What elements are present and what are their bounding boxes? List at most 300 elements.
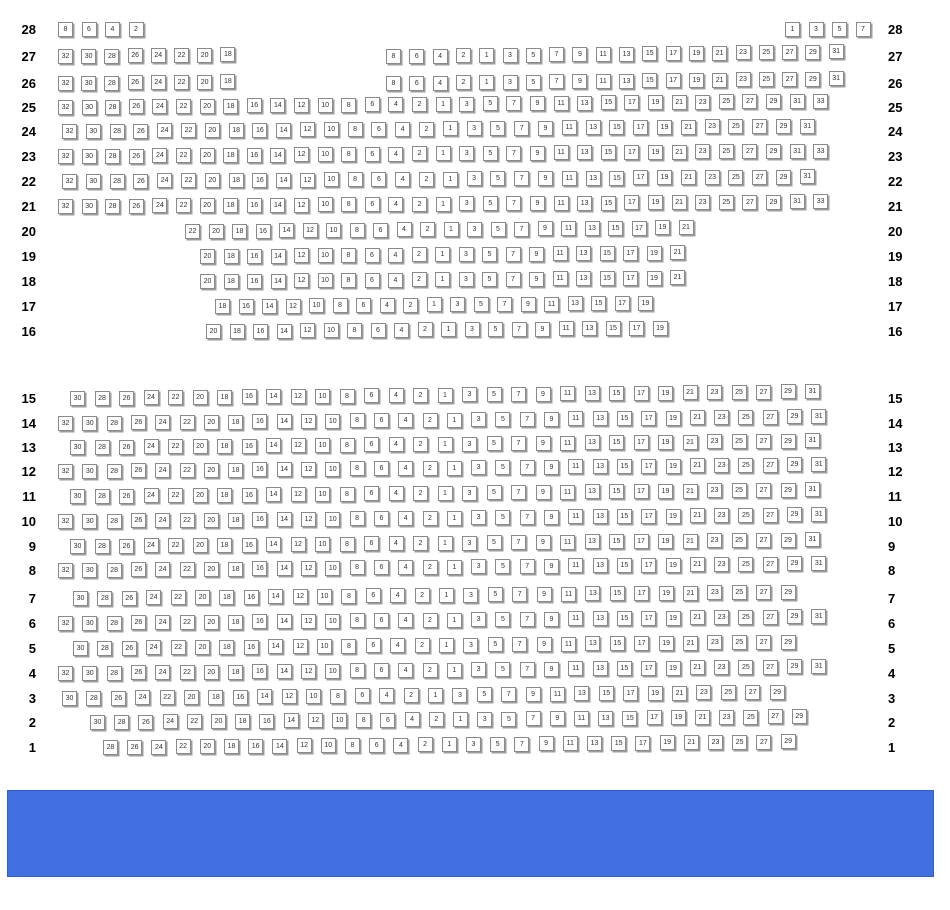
seat[interactable]: 29 [787, 556, 802, 571]
seat[interactable]: 2 [415, 588, 430, 603]
seat[interactable]: 17 [633, 120, 648, 135]
seat[interactable]: 27 [763, 458, 778, 473]
seat[interactable]: 3 [467, 171, 482, 186]
seat[interactable]: 2 [429, 712, 444, 727]
seat[interactable]: 3 [459, 247, 474, 262]
seat[interactable]: 27 [756, 385, 771, 400]
seat[interactable]: 30 [70, 539, 85, 554]
seat[interactable]: 2 [413, 536, 428, 551]
seat[interactable]: 3 [462, 486, 477, 501]
seat[interactable]: 1 [435, 272, 450, 287]
seat[interactable]: 15 [617, 611, 632, 626]
seat[interactable]: 3 [462, 387, 477, 402]
seat[interactable]: 7 [514, 737, 529, 752]
seat[interactable]: 2 [404, 688, 419, 703]
seat[interactable]: 23 [707, 585, 722, 600]
seat[interactable]: 31 [811, 507, 826, 522]
seat[interactable]: 16 [256, 224, 271, 239]
seat[interactable]: 16 [247, 98, 262, 113]
seat[interactable]: 21 [690, 557, 705, 572]
seat[interactable]: 9 [544, 460, 559, 475]
seat[interactable]: 9 [544, 559, 559, 574]
seat[interactable]: 5 [477, 687, 492, 702]
seat[interactable]: 12 [291, 537, 306, 552]
seat[interactable]: 12 [301, 664, 316, 679]
seat[interactable]: 18 [228, 513, 243, 528]
seat[interactable]: 26 [133, 174, 148, 189]
seat[interactable]: 12 [291, 438, 306, 453]
seat[interactable]: 29 [766, 94, 781, 109]
seat[interactable]: 12 [300, 323, 315, 338]
seat[interactable]: 10 [324, 323, 339, 338]
seat[interactable]: 32 [58, 199, 73, 214]
seat[interactable]: 10 [324, 122, 339, 137]
seat[interactable]: 31 [811, 556, 826, 571]
seat[interactable]: 31 [829, 44, 844, 59]
seat[interactable]: 11 [562, 171, 577, 186]
seat[interactable]: 24 [155, 615, 170, 630]
seat[interactable]: 20 [204, 513, 219, 528]
seat[interactable]: 23 [695, 144, 710, 159]
seat[interactable]: 10 [325, 561, 340, 576]
seat[interactable]: 31 [800, 119, 815, 134]
seat[interactable]: 31 [811, 457, 826, 472]
seat[interactable]: 18 [228, 665, 243, 680]
seat[interactable]: 15 [609, 484, 624, 499]
seat[interactable]: 13 [593, 459, 608, 474]
seat[interactable]: 24 [157, 123, 172, 138]
seat[interactable]: 31 [790, 94, 805, 109]
seat[interactable]: 16 [252, 664, 267, 679]
seat[interactable]: 7 [506, 146, 521, 161]
seat[interactable]: 10 [315, 487, 330, 502]
seat[interactable]: 3 [471, 662, 486, 677]
seat[interactable]: 8 [333, 298, 348, 313]
seat[interactable]: 15 [609, 386, 624, 401]
seat[interactable]: 10 [309, 298, 324, 313]
seat[interactable]: 21 [672, 95, 687, 110]
seat[interactable]: 10 [325, 462, 340, 477]
seat[interactable]: 3 [477, 712, 492, 727]
seat[interactable]: 7 [514, 121, 529, 136]
seat[interactable]: 32 [58, 563, 73, 578]
seat[interactable]: 14 [266, 487, 281, 502]
seat[interactable]: 13 [585, 636, 600, 651]
seat[interactable]: 6 [371, 172, 386, 187]
seat[interactable]: 23 [705, 119, 720, 134]
seat[interactable]: 18 [224, 739, 239, 754]
seat[interactable]: 13 [577, 96, 592, 111]
seat[interactable]: 2 [418, 737, 433, 752]
seat[interactable]: 9 [544, 662, 559, 677]
seat[interactable]: 24 [146, 590, 161, 605]
seat[interactable]: 17 [666, 73, 681, 88]
seat[interactable]: 13 [598, 711, 613, 726]
seat[interactable]: 22 [171, 640, 186, 655]
seat[interactable]: 5 [483, 96, 498, 111]
seat[interactable]: 5 [526, 48, 541, 63]
seat[interactable]: 11 [554, 96, 569, 111]
seat[interactable]: 19 [638, 296, 653, 311]
seat[interactable]: 18 [229, 123, 244, 138]
seat[interactable]: 11 [553, 246, 568, 261]
seat[interactable]: 7 [520, 612, 535, 627]
seat[interactable]: 16 [242, 538, 257, 553]
seat[interactable]: 16 [242, 389, 257, 404]
seat[interactable]: 8 [350, 613, 365, 628]
seat[interactable]: 12 [293, 639, 308, 654]
seat[interactable]: 32 [62, 174, 77, 189]
seat[interactable]: 12 [300, 122, 315, 137]
seat[interactable]: 2 [423, 560, 438, 575]
seat[interactable]: 17 [641, 509, 656, 524]
seat[interactable]: 9 [536, 436, 551, 451]
seat[interactable]: 2 [413, 437, 428, 452]
seat[interactable]: 12 [291, 487, 306, 502]
seat[interactable]: 17 [634, 586, 649, 601]
seat[interactable]: 19 [689, 73, 704, 88]
seat[interactable]: 28 [107, 464, 122, 479]
seat[interactable]: 32 [62, 124, 77, 139]
seat[interactable]: 7 [549, 74, 564, 89]
seat[interactable]: 4 [389, 486, 404, 501]
seat[interactable]: 21 [683, 385, 698, 400]
seat[interactable]: 30 [70, 440, 85, 455]
seat[interactable]: 7 [520, 460, 535, 475]
seat[interactable]: 1 [436, 97, 451, 112]
seat[interactable]: 11 [568, 411, 583, 426]
seat[interactable]: 6 [374, 663, 389, 678]
seat[interactable]: 6 [365, 273, 380, 288]
seat[interactable]: 22 [180, 665, 195, 680]
seat[interactable]: 31 [805, 433, 820, 448]
seat[interactable]: 3 [471, 510, 486, 525]
seat[interactable]: 11 [568, 661, 583, 676]
seat[interactable]: 6 [371, 323, 386, 338]
seat[interactable]: 4 [433, 76, 448, 91]
seat[interactable]: 12 [294, 198, 309, 213]
seat[interactable]: 24 [155, 562, 170, 577]
seat[interactable]: 16 [242, 439, 257, 454]
seat[interactable]: 10 [326, 223, 341, 238]
seat[interactable]: 15 [610, 636, 625, 651]
seat[interactable]: 7 [512, 587, 527, 602]
seat[interactable]: 19 [659, 586, 674, 601]
seat[interactable]: 13 [619, 74, 634, 89]
seat[interactable]: 17 [634, 534, 649, 549]
seat[interactable]: 19 [666, 509, 681, 524]
seat[interactable]: 8 [356, 713, 371, 728]
seat[interactable]: 5 [483, 196, 498, 211]
seat[interactable]: 4 [390, 588, 405, 603]
seat[interactable]: 17 [624, 145, 639, 160]
seat[interactable]: 7 [512, 322, 527, 337]
seat[interactable]: 27 [756, 585, 771, 600]
seat[interactable]: 6 [409, 49, 424, 64]
seat[interactable]: 14 [268, 589, 283, 604]
seat[interactable]: 18 [228, 562, 243, 577]
seat[interactable]: 13 [586, 171, 601, 186]
seat[interactable]: 18 [229, 173, 244, 188]
seat[interactable]: 12 [301, 614, 316, 629]
seat[interactable]: 13 [585, 221, 600, 236]
seat[interactable]: 24 [144, 390, 159, 405]
seat[interactable]: 7 [520, 559, 535, 574]
seat[interactable]: 18 [232, 224, 247, 239]
seat[interactable]: 23 [736, 72, 751, 87]
seat[interactable]: 6 [364, 388, 379, 403]
seat[interactable]: 26 [128, 75, 143, 90]
seat[interactable]: 7 [856, 22, 871, 37]
seat[interactable]: 12 [301, 512, 316, 527]
seat[interactable]: 12 [303, 223, 318, 238]
seat[interactable]: 16 [252, 512, 267, 527]
seat[interactable]: 15 [610, 586, 625, 601]
seat[interactable]: 30 [73, 591, 88, 606]
seat[interactable]: 23 [707, 483, 722, 498]
seat[interactable]: 28 [105, 100, 120, 115]
seat[interactable]: 20 [209, 224, 224, 239]
seat[interactable]: 28 [95, 440, 110, 455]
seat[interactable]: 12 [294, 273, 309, 288]
seat[interactable]: 10 [306, 689, 321, 704]
seat[interactable]: 25 [759, 45, 774, 60]
seat[interactable]: 3 [463, 588, 478, 603]
seat[interactable]: 27 [756, 735, 771, 750]
seat[interactable]: 29 [766, 144, 781, 159]
seat[interactable]: 14 [272, 739, 287, 754]
seat[interactable]: 18 [215, 299, 230, 314]
seat[interactable]: 5 [474, 297, 489, 312]
seat[interactable]: 18 [223, 99, 238, 114]
seat[interactable]: 14 [277, 462, 292, 477]
seat[interactable]: 7 [511, 535, 526, 550]
seat[interactable]: 3 [467, 121, 482, 136]
seat[interactable]: 25 [732, 533, 747, 548]
seat[interactable]: 30 [62, 691, 77, 706]
seat[interactable]: 9 [544, 412, 559, 427]
seat[interactable]: 17 [634, 435, 649, 450]
seat[interactable]: 17 [641, 411, 656, 426]
seat[interactable]: 1 [438, 536, 453, 551]
seat[interactable]: 25 [732, 635, 747, 650]
seat[interactable]: 2 [412, 247, 427, 262]
seat[interactable]: 27 [742, 94, 757, 109]
seat[interactable]: 31 [790, 144, 805, 159]
seat[interactable]: 1 [442, 737, 457, 752]
seat[interactable]: 14 [271, 249, 286, 264]
seat[interactable]: 15 [600, 271, 615, 286]
seat[interactable]: 3 [450, 297, 465, 312]
seat[interactable]: 9 [572, 47, 587, 62]
seat[interactable]: 7 [511, 387, 526, 402]
seat[interactable]: 9 [526, 687, 541, 702]
seat[interactable]: 25 [728, 119, 743, 134]
seat[interactable]: 6 [374, 461, 389, 476]
seat[interactable]: 19 [655, 220, 670, 235]
seat[interactable]: 30 [82, 199, 97, 214]
seat[interactable]: 15 [591, 296, 606, 311]
seat[interactable]: 5 [488, 587, 503, 602]
seat[interactable]: 20 [204, 463, 219, 478]
seat[interactable]: 1 [427, 297, 442, 312]
seat[interactable]: 26 [131, 665, 146, 680]
seat[interactable]: 26 [119, 489, 134, 504]
seat[interactable]: 8 [340, 537, 355, 552]
seat[interactable]: 14 [276, 123, 291, 138]
seat[interactable]: 30 [82, 100, 97, 115]
seat[interactable]: 11 [553, 271, 568, 286]
seat[interactable]: 4 [398, 663, 413, 678]
seat[interactable]: 8 [348, 122, 363, 137]
seat[interactable]: 23 [714, 508, 729, 523]
seat[interactable]: 7 [549, 47, 564, 62]
seat[interactable]: 13 [585, 586, 600, 601]
seat[interactable]: 1 [785, 22, 800, 37]
seat[interactable]: 13 [577, 145, 592, 160]
seat[interactable]: 2 [413, 486, 428, 501]
seat[interactable]: 1 [447, 560, 462, 575]
seat[interactable]: 18 [220, 47, 235, 62]
seat[interactable]: 28 [110, 174, 125, 189]
seat[interactable]: 17 [623, 686, 638, 701]
seat[interactable]: 10 [325, 512, 340, 527]
seat[interactable]: 17 [633, 170, 648, 185]
seat[interactable]: 2 [418, 322, 433, 337]
seat[interactable]: 21 [672, 195, 687, 210]
seat[interactable]: 19 [666, 611, 681, 626]
seat[interactable]: 22 [180, 615, 195, 630]
seat[interactable]: 28 [104, 76, 119, 91]
seat[interactable]: 8 [340, 389, 355, 404]
seat[interactable]: 17 [634, 386, 649, 401]
seat[interactable]: 26 [119, 539, 134, 554]
seat[interactable]: 3 [459, 97, 474, 112]
seat[interactable]: 6 [409, 76, 424, 91]
seat[interactable]: 17 [666, 46, 681, 61]
seat[interactable]: 25 [732, 385, 747, 400]
seat[interactable]: 29 [781, 734, 796, 749]
seat[interactable]: 9 [538, 171, 553, 186]
seat[interactable]: 20 [200, 99, 215, 114]
seat[interactable]: 14 [270, 198, 285, 213]
seat[interactable]: 18 [217, 390, 232, 405]
seat[interactable]: 2 [423, 413, 438, 428]
seat[interactable]: 8 [350, 663, 365, 678]
seat[interactable]: 5 [487, 387, 502, 402]
seat[interactable]: 13 [585, 435, 600, 450]
seat[interactable]: 24 [155, 415, 170, 430]
seat[interactable]: 27 [752, 170, 767, 185]
seat[interactable]: 25 [759, 72, 774, 87]
seat[interactable]: 20 [204, 562, 219, 577]
seat[interactable]: 8 [340, 438, 355, 453]
seat[interactable]: 17 [623, 246, 638, 261]
seat[interactable]: 10 [317, 639, 332, 654]
seat[interactable]: 9 [530, 146, 545, 161]
seat[interactable]: 16 [252, 173, 267, 188]
seat[interactable]: 5 [495, 662, 510, 677]
seat[interactable]: 11 [550, 687, 565, 702]
seat[interactable]: 8 [347, 323, 362, 338]
seat[interactable]: 32 [58, 76, 73, 91]
seat[interactable]: 1 [453, 712, 468, 727]
seat[interactable]: 10 [315, 389, 330, 404]
seat[interactable]: 19 [647, 271, 662, 286]
seat[interactable]: 20 [200, 198, 215, 213]
seat[interactable]: 30 [86, 174, 101, 189]
seat[interactable]: 10 [317, 589, 332, 604]
seat[interactable]: 31 [805, 482, 820, 497]
seat[interactable]: 11 [568, 459, 583, 474]
seat[interactable]: 17 [624, 195, 639, 210]
seat[interactable]: 30 [81, 49, 96, 64]
seat[interactable]: 13 [568, 296, 583, 311]
seat[interactable]: 14 [270, 98, 285, 113]
seat[interactable]: 18 [217, 439, 232, 454]
seat[interactable]: 24 [152, 148, 167, 163]
seat[interactable]: 16 [242, 488, 257, 503]
seat[interactable]: 25 [732, 735, 747, 750]
seat[interactable]: 12 [294, 248, 309, 263]
seat[interactable]: 22 [168, 390, 183, 405]
seat[interactable]: 19 [648, 686, 663, 701]
seat[interactable]: 6 [365, 248, 380, 263]
seat[interactable]: 19 [648, 145, 663, 160]
seat[interactable]: 19 [666, 411, 681, 426]
seat[interactable]: 14 [262, 299, 277, 314]
seat[interactable]: 18 [217, 538, 232, 553]
seat[interactable]: 30 [82, 149, 97, 164]
seat[interactable]: 23 [695, 195, 710, 210]
seat[interactable]: 6 [364, 536, 379, 551]
seat[interactable]: 13 [587, 736, 602, 751]
seat[interactable]: 9 [544, 612, 559, 627]
seat[interactable]: 20 [195, 590, 210, 605]
seat[interactable]: 5 [490, 737, 505, 752]
seat[interactable]: 19 [657, 120, 672, 135]
seat[interactable]: 11 [596, 74, 611, 89]
seat[interactable]: 5 [487, 485, 502, 500]
seat[interactable]: 18 [230, 324, 245, 339]
seat[interactable]: 8 [341, 639, 356, 654]
seat[interactable]: 28 [104, 49, 119, 64]
seat[interactable]: 3 [466, 737, 481, 752]
seat[interactable]: 15 [642, 46, 657, 61]
seat[interactable]: 18 [224, 249, 239, 264]
seat[interactable]: 12 [294, 147, 309, 162]
seat[interactable]: 4 [380, 298, 395, 313]
seat[interactable]: 4 [398, 413, 413, 428]
seat[interactable]: 11 [560, 386, 575, 401]
seat[interactable]: 17 [641, 558, 656, 573]
seat[interactable]: 27 [742, 195, 757, 210]
seat[interactable]: 29 [787, 409, 802, 424]
seat[interactable]: 18 [228, 615, 243, 630]
seat[interactable]: 13 [593, 509, 608, 524]
seat[interactable]: 14 [266, 389, 281, 404]
seat[interactable]: 12 [293, 589, 308, 604]
seat[interactable]: 12 [301, 414, 316, 429]
seat[interactable]: 18 [208, 690, 223, 705]
seat[interactable]: 11 [560, 485, 575, 500]
seat[interactable]: 26 [122, 591, 137, 606]
seat[interactable]: 31 [811, 609, 826, 624]
seat[interactable]: 13 [619, 47, 634, 62]
seat[interactable]: 4 [397, 222, 412, 237]
seat[interactable]: 18 [224, 274, 239, 289]
seat[interactable]: 25 [721, 685, 736, 700]
